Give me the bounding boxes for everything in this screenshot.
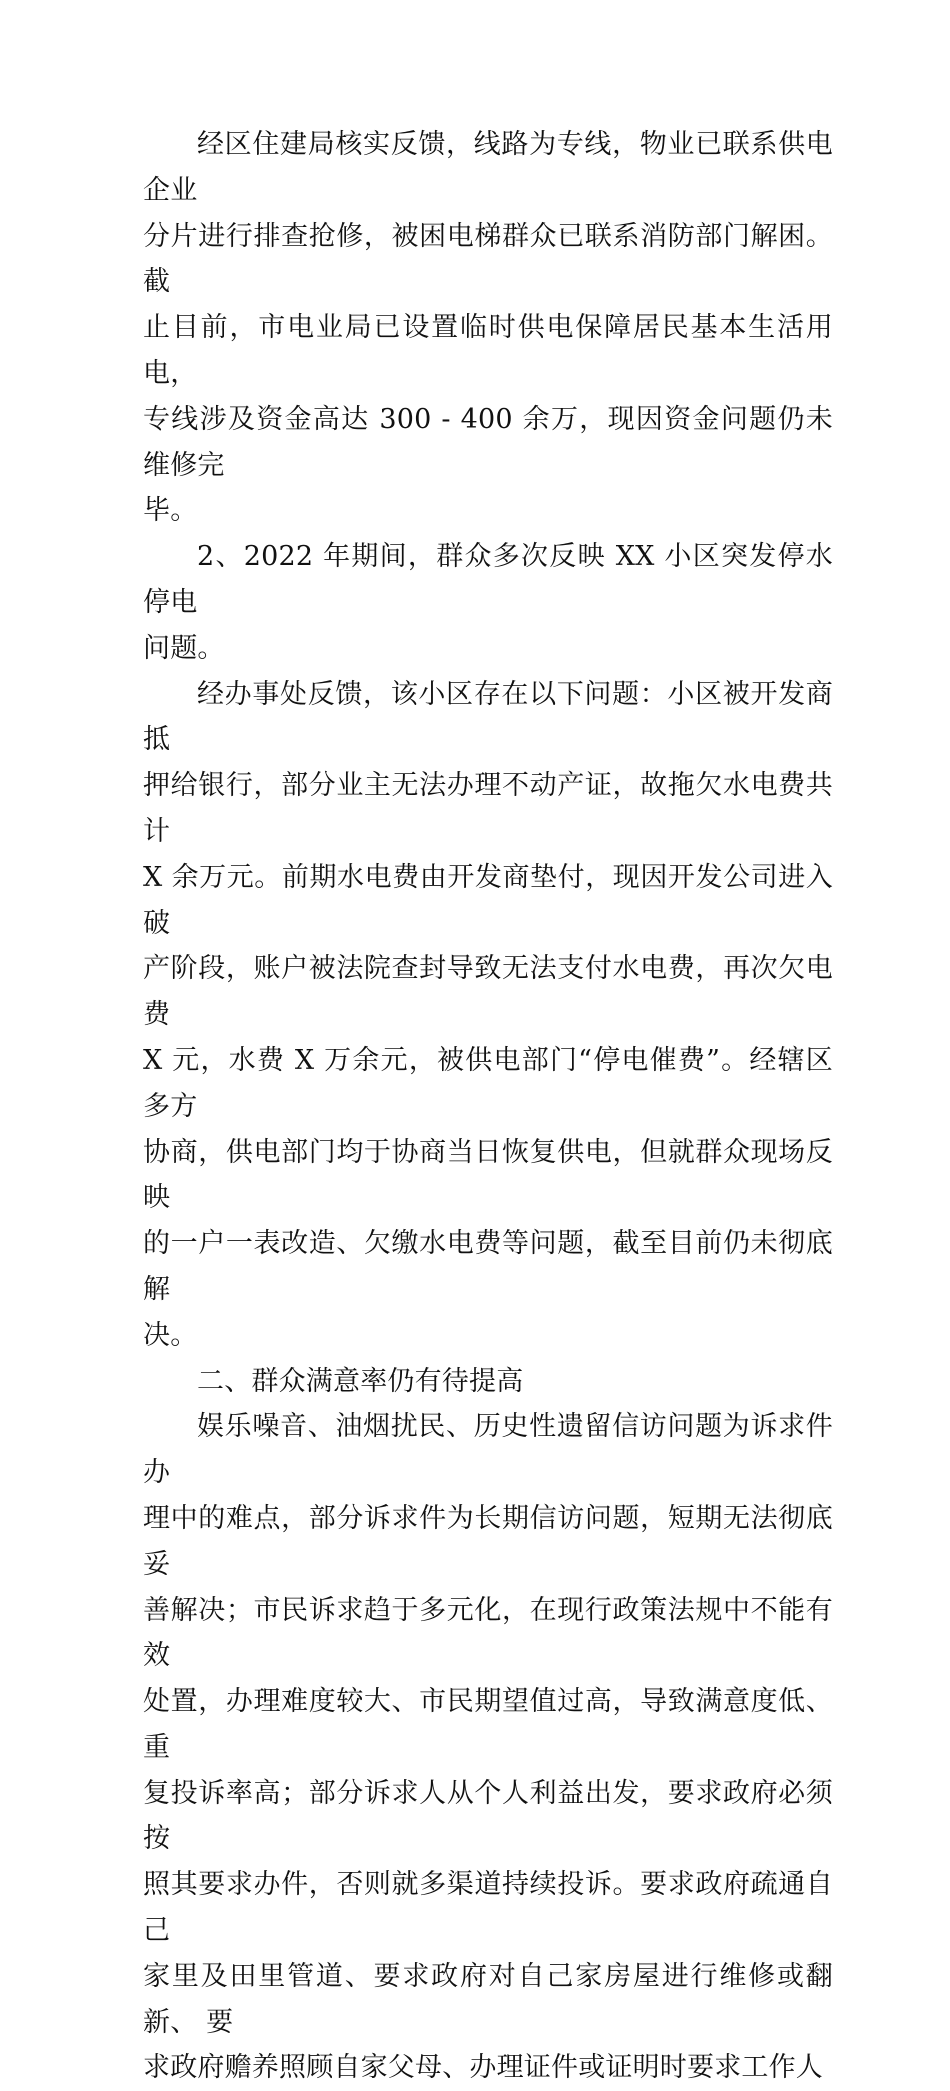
paragraph-4: 娱乐噪音、油烟扰民、历史性遗留信访问题为诉求件办 理中的难点，部分诉求件为长期信访问题，短期无法彻底妥 善解决；市民诉求趋于多元化，在现行政策法规中不能有效 处置，办理难度较大、市民期望值过高，导致满意度低、重 复投诉率高；部分诉求人从个人利益出发，要求政府必须按 照其要求办件，否则就多渠道持续投诉。要求政府疏通自己 家里及田里管道、要求政府对自己家房屋进行维修或翻新、 要 求政府赡养照顾自家父母、办理证件或证明时要求工作人: [143, 1411, 833, 2084]
paragraph-1: 经区住建局核实反馈，线路为专线，物业已联系供电企业 分片进行排查抢修，被困电梯群众已联系消防部门解困。截 止目前，市电业局已设置临时供电保障居民基本生活用电， 专线涉及资金高达 300 - 400 余万，现因资金问题仍未维修完 毕。: [143, 129, 833, 527]
paragraph-3: 经办事处反馈，该小区存在以下问题：小区被开发商抵 押给银行，部分业主无法办理不动产证，故拖欠水电费共计 X 余万元。前期水电费由开发商垫付，现因开发公司进入破 产阶段，账户被法院查封导致无法支付水电费，再次欠电费 X 元，水费 X 万余元，被供电部门“停电催费”。经辖区多方 协商，供电部门均于协商当日恢复供电，但就群众现场反映 的一户一表改造、欠缴水电费等问题，截至目前仍未彻底解 决。: [143, 678, 833, 1351]
document-body: [143, 122, 833, 2091]
paragraph-2: 2、2022 年期间，群众多次反映 XX 小区突发停水停电 问题。: [143, 541, 833, 664]
section-heading: 二、群众满意率仍有待提高: [197, 1365, 524, 1397]
